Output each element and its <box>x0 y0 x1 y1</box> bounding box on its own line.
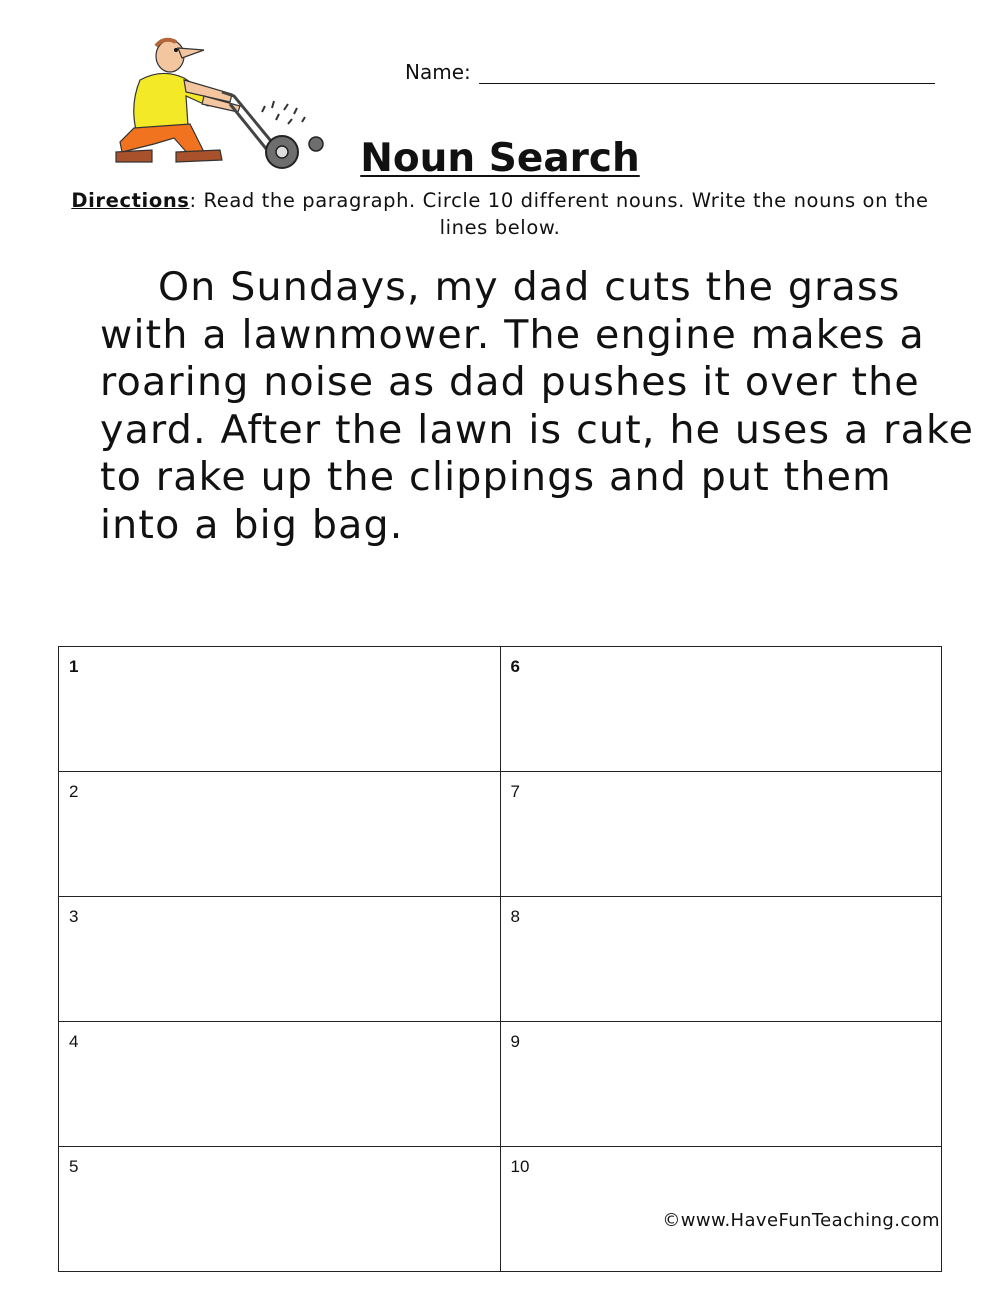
table-row <box>59 1022 942 1147</box>
table-row <box>59 1147 942 1272</box>
page-title <box>0 136 1000 181</box>
answer-cell[interactable]: 2 <box>59 772 501 897</box>
answer-table <box>58 646 942 1272</box>
answer-cell[interactable]: 6 <box>500 647 942 772</box>
paragraph-line: yard. After the lawn is cut, he uses a rake <box>100 406 975 453</box>
answer-cell[interactable]: 4 <box>59 1022 501 1147</box>
name-blank-line[interactable] <box>479 61 935 84</box>
copyright-footer: ©www.HaveFunTeaching.com <box>662 1210 940 1231</box>
paragraph-line: to rake up the clippings and put them <box>100 454 892 501</box>
answer-cell[interactable]: 7 <box>500 772 942 897</box>
directions <box>70 187 930 241</box>
answer-cell[interactable]: 3 <box>59 897 501 1022</box>
table-row <box>59 772 942 897</box>
paragraph-line: into a big bag. <box>100 501 404 548</box>
paragraph-line: roaring noise as dad pushes it over the <box>100 359 920 406</box>
page-title-text: Noun Search <box>360 136 640 181</box>
name-label: Name: <box>405 60 471 84</box>
table-row <box>59 897 942 1022</box>
paragraph-line: On Sundays, my dad cuts the grass <box>158 264 901 310</box>
name-field[interactable] <box>405 60 935 84</box>
directions-separator: : <box>189 189 197 212</box>
answer-cell[interactable]: 10 <box>500 1147 942 1272</box>
directions-text: Read the paragraph. Circle 10 different nouns. Write the nouns on the lines below. <box>196 189 929 239</box>
answer-cell[interactable]: 5 <box>59 1147 501 1272</box>
reading-paragraph <box>100 264 975 550</box>
answer-cell[interactable]: 1 <box>59 647 501 772</box>
answer-cell[interactable]: 8 <box>500 897 942 1022</box>
directions-label: Directions <box>71 189 190 212</box>
table-row <box>59 647 942 772</box>
answer-cell[interactable]: 9 <box>500 1022 942 1147</box>
paragraph-line: with a lawnmower. The engine makes a <box>100 311 925 358</box>
